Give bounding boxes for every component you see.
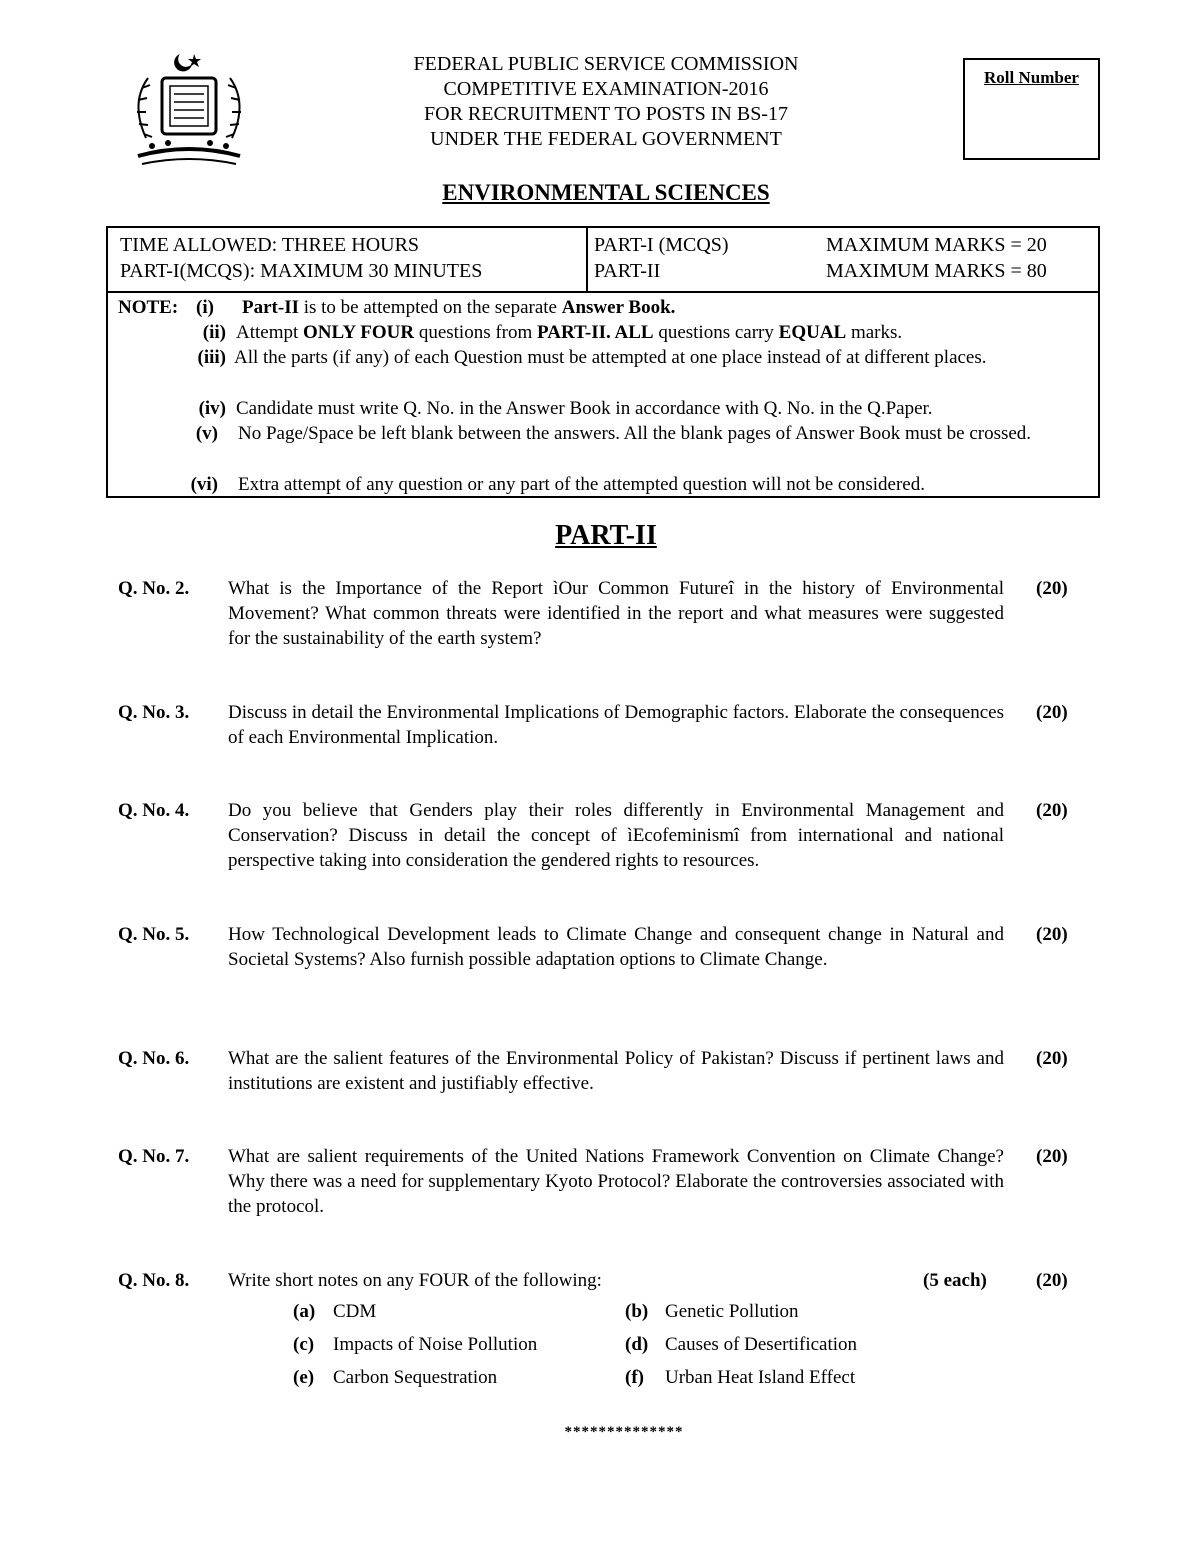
question-number: Q. No. 2. (118, 578, 190, 599)
option-item (625, 1367, 855, 1389)
option-text: Causes of Desertification (665, 1334, 858, 1355)
part1-label: PART-I (MCQS) (594, 234, 729, 256)
option-text: Urban Heat Island Effect (665, 1367, 856, 1388)
option-label: (b) (625, 1301, 649, 1322)
option-text: Impacts of Noise Pollution (333, 1334, 538, 1355)
note-text: Candidate must write Q. No. in the Answer Book in accordance with Q. No. in the Q.Paper. (236, 398, 933, 419)
question-text: What is the Importance of the Report ìOur Common Futureî in the history of Environmental Movement? What common threats were identified in the report and what measures were suggested for the sustainability of the earth system? (228, 578, 1004, 649)
time-marks-row (108, 228, 1098, 293)
part2-label: PART-II (594, 260, 661, 282)
header-line: UNDER THE FEDERAL GOVERNMENT (430, 128, 782, 150)
header-line: FEDERAL PUBLIC SERVICE COMMISSION (413, 53, 799, 75)
note-number: (v) (195, 423, 218, 444)
question-number: Q. No. 7. (118, 1146, 190, 1167)
question-marks: (20) (1036, 578, 1068, 599)
question-marks: (20) (1036, 924, 1068, 945)
question-text: How Technological Development leads to Climate Change and consequent change in Natural and Societal Systems? Also furnish possible adaptation options to Climate Change. (228, 924, 1004, 970)
note-text: No Page/Space be left blank between the answers. All the blank pages of Answer Book must be crossed. (238, 423, 1032, 444)
question-text: Do you believe that Genders play their roles differently in Environmental Management and Conservation? Discuss in detail the concept of ìEcofeminismî from international and national perspective taking into consideration the gendered rights to resources. (228, 800, 1004, 871)
option-item (625, 1301, 799, 1323)
part-title: PART-II (555, 520, 657, 551)
time-column (108, 228, 588, 291)
roll-number-box[interactable] (963, 58, 1100, 160)
exam-header (300, 52, 912, 152)
time-allowed: TIME ALLOWED: THREE HOURS (120, 234, 420, 256)
question-text: Discuss in detail the Environmental Implications of Demographic factors. Elaborate the consequences of each Environmental Implication. (228, 702, 1004, 748)
question-text: Write short notes on any FOUR of the following: (228, 1270, 602, 1291)
note-number: (ii) (202, 322, 226, 343)
option-label: (e) (293, 1367, 315, 1388)
option-item (293, 1334, 537, 1356)
note-text: All the parts (if any) of each Question must be attempted at one place instead of at different places. (234, 347, 987, 368)
question-number: Q. No. 5. (118, 924, 190, 945)
option-label: (f) (625, 1367, 644, 1388)
question-number: Q. No. 4. (118, 800, 190, 821)
note-number: (iii) (197, 347, 226, 368)
header-line: COMPETITIVE EXAMINATION-2016 (443, 78, 769, 100)
state-emblem-icon (118, 48, 260, 172)
part1-marks: MAXIMUM MARKS = 20 (826, 234, 1047, 256)
option-label: (d) (625, 1334, 649, 1355)
mcq-time: PART-I(MCQS): MAXIMUM 30 MINUTES (120, 260, 483, 282)
option-item (625, 1334, 857, 1356)
note-number: (vi) (190, 474, 218, 495)
roll-number-label: Roll Number (984, 68, 1079, 87)
question-number: Q. No. 6. (118, 1048, 190, 1069)
option-item (293, 1367, 497, 1389)
question-marks: (20) (1036, 702, 1068, 723)
note-text: Part-II is to be attempted on the separate Answer Book. (242, 297, 676, 318)
option-text: CDM (333, 1301, 377, 1322)
option-text: Genetic Pollution (665, 1301, 799, 1322)
question-marks: (20) (1036, 1270, 1068, 1291)
note-text: Attempt ONLY FOUR questions from PART-II. ALL questions carry EQUAL marks. (236, 322, 903, 343)
option-item (293, 1301, 376, 1323)
question-marks: (20) (1036, 1048, 1068, 1069)
header-line: FOR RECRUITMENT TO POSTS IN BS-17 (424, 103, 788, 125)
question-marks: (20) (1036, 1146, 1068, 1167)
option-text: Carbon Sequestration (333, 1367, 498, 1388)
instructions-box (106, 226, 1100, 498)
part2-marks: MAXIMUM MARKS = 80 (826, 260, 1047, 282)
question-marks: (20) (1036, 800, 1068, 821)
question-text: What are salient requirements of the United Nations Framework Convention on Climate Change? Why there was a need for supplementary Kyoto Protocol? Elaborate the controversies associated with the protocol. (228, 1146, 1004, 1217)
question-number: Q. No. 3. (118, 702, 190, 723)
marks-each: (5 each) (923, 1270, 987, 1291)
subject-title: ENVIRONMENTAL SCIENCES (442, 180, 770, 205)
note-number: (iv) (198, 398, 226, 419)
note-prefix: NOTE: (118, 297, 179, 318)
option-label: (a) (293, 1301, 316, 1322)
question-text: What are the salient features of the Environmental Policy of Pakistan? Discuss if pertinent laws and institutions are existent and justifiably effective. (228, 1048, 1004, 1094)
marks-column (588, 228, 1098, 291)
end-of-paper-marker: ************** (564, 1424, 684, 1440)
note-text: Extra attempt of any question or any part of the attempted question will not be considered. (238, 474, 925, 495)
question-number: Q. No. 8. (118, 1270, 190, 1291)
note-number: (i) (196, 297, 214, 318)
option-label: (c) (293, 1334, 315, 1355)
